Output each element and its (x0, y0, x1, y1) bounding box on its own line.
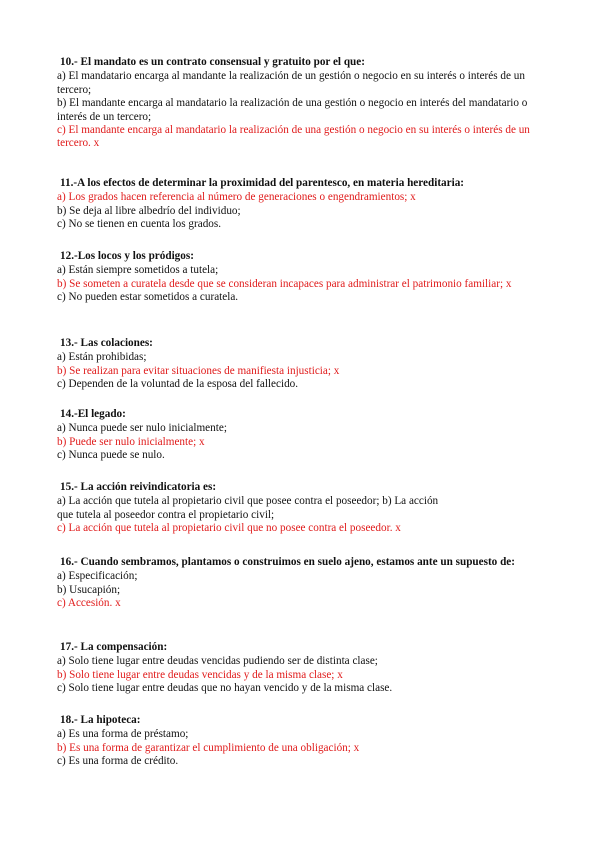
option-c: c) Solo tiene lugar entre deudas que no hayan vencido y de la misma clase. (57, 682, 393, 695)
option-b: b) Se deja al libre albedrío del individuo; (57, 204, 241, 217)
option-a-correct: a) Los grados hacen referencia al número de generaciones o engendramientos; x (57, 191, 416, 204)
question-13 (57, 337, 557, 392)
question-17 (57, 641, 557, 696)
question-title: 10.- El mandato es un contrato consensual y gratuito por el que: (60, 56, 365, 68)
option-a: a) Nunca puede ser nulo inicialmente; (57, 422, 227, 435)
question-title: 13.- Las colaciones: (60, 337, 153, 349)
question-title: 15.- La acción reivindicatoria es: (60, 481, 217, 493)
question-15 (57, 481, 452, 536)
option-b-correct: b) Se realizan para evitar situaciones de manifiesta injusticia; x (57, 364, 340, 377)
question-18 (57, 714, 557, 769)
option-c-correct: c) La acción que tutela al propietario civil que no posee contra el poseedor. x (57, 522, 401, 535)
option-c-correct: c) El mandante encarga al mandatario la realización de una gestión o negocio en su interés o interés de un tercero. x (57, 124, 530, 150)
question-title: 16.- Cuando sembramos, plantamos o construimos en suelo ajeno, estamos ante un supuesto de: (60, 556, 515, 568)
option-a: a) Están prohibidas; (57, 351, 147, 364)
option-a: a) El mandatario encarga al mandante la realización de un gestión o negocio en su interés o interés de un tercero; (57, 70, 525, 96)
option-c: c) Es una forma de crédito. (57, 755, 179, 768)
question-10 (57, 56, 547, 151)
option-c: c) Dependen de la voluntad de la esposa del fallecido. (57, 378, 299, 391)
option-a: a) Están siempre sometidos a tutela; (57, 264, 219, 277)
option-b-correct: b) Es una forma de garantizar el cumplimiento de una obligación; x (57, 741, 360, 754)
option-b: b) Usucapión; (57, 583, 121, 596)
option-c: c) No pueden estar sometidos a curatela. (57, 291, 239, 304)
option-b-correct: b) Puede ser nulo inicialmente; x (57, 435, 205, 448)
question-16 (57, 556, 532, 611)
option-a: a) Especificación; (57, 570, 138, 583)
question-14 (57, 408, 557, 463)
option-c: c) Nunca puede se nulo. (57, 449, 165, 462)
option-b: b) El mandante encarga al mandatario la realización de una gestión o negocio en interés del mandatario o interés de un tercero; (57, 97, 528, 123)
question-title: 11.-A los efectos de determinar la proximidad del parentesco, en materia hereditaria: (60, 177, 465, 189)
option-b-correct: b) Solo tiene lugar entre deudas vencidas y de la misma clase; x (57, 668, 343, 681)
option-a: a) Es una forma de préstamo; (57, 728, 189, 741)
option-c: c) No se tienen en cuenta los grados. (57, 218, 222, 231)
question-11 (57, 177, 557, 232)
option-a: a) Solo tiene lugar entre deudas vencidas pudiendo ser de distinta clase; (57, 655, 378, 668)
question-title: 12.-Los locos y los pródigos: (60, 250, 194, 262)
question-12 (57, 250, 547, 305)
question-title: 18.- La hipoteca: (60, 714, 141, 726)
option-a-b: a) La acción que tutela al propietario civil que posee contra el poseedor; b) La acción que tutela al poseedor contra el propietario civil; (57, 495, 439, 521)
option-b-correct: b) Se someten a curatela desde que se consideran incapaces para administrar el patrimonio familiar; x (57, 277, 512, 290)
option-c-correct: c) Accesión. x (57, 597, 121, 610)
question-title: 17.- La compensación: (60, 641, 168, 653)
question-title: 14.-El legado: (60, 408, 126, 420)
